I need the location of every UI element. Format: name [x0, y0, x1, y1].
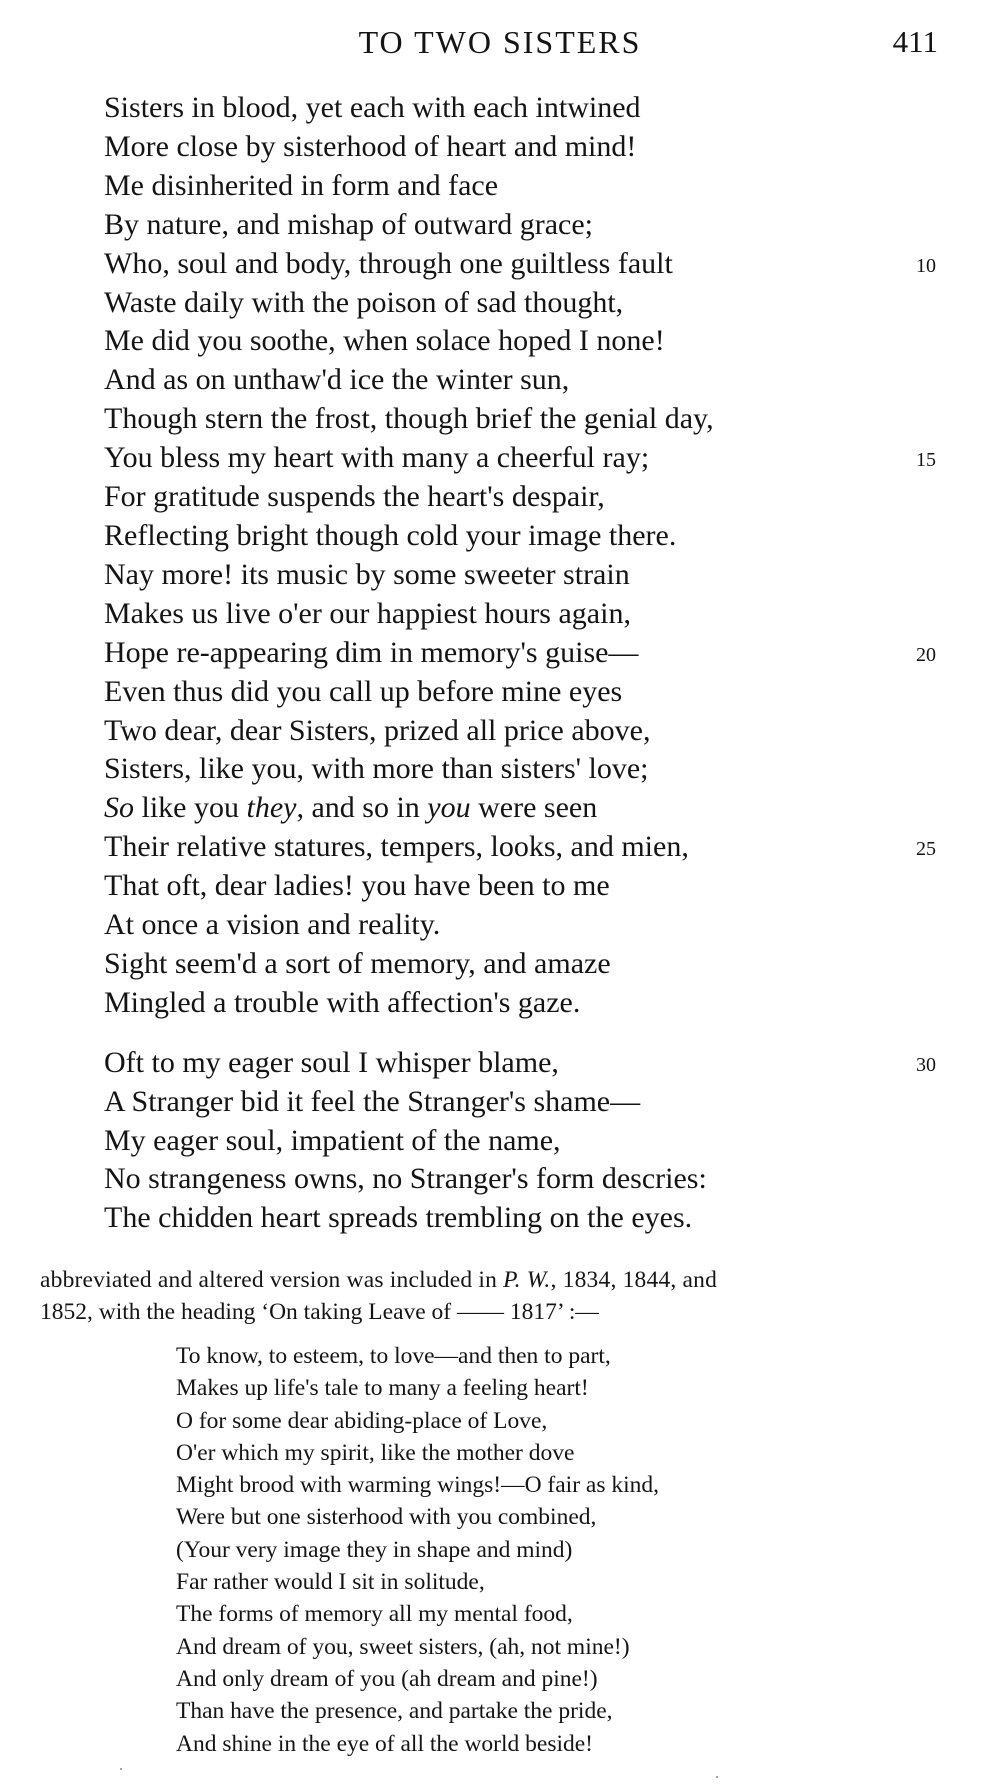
line-number: 20	[916, 643, 936, 666]
alt-verse-line: (Your very image they in shape and mind)	[176, 1536, 573, 1563]
line-number: 25	[916, 838, 936, 861]
alt-verse-line: O for some dear abiding-place of Love,	[176, 1407, 548, 1434]
line-text: Nay more! its music by some sweeter strain	[104, 557, 630, 591]
alt-verse-line: Might brood with warming wings!—O fair as kind,	[176, 1472, 660, 1499]
verse-line	[104, 789, 964, 828]
verse-line	[104, 1160, 964, 1199]
stanza	[104, 1044, 964, 1239]
line-text: And as on unthaw'd ice the winter sun,	[104, 363, 570, 397]
line-text: My eager soul, impatient of the name,	[104, 1123, 561, 1157]
line-text: Mingled a trouble with affection's gaze.	[104, 985, 581, 1019]
verse-line	[104, 750, 964, 789]
note-line	[40, 1296, 960, 1328]
stanza	[104, 89, 964, 1023]
line-text: Me did you soothe, when solace hoped I none!	[104, 324, 665, 358]
verse-line	[104, 673, 964, 712]
line-text: Hope re-appearing dim in memory's guise—	[104, 635, 639, 669]
line-text: Waste daily with the poison of sad thought,	[104, 285, 624, 319]
verse-line	[104, 478, 964, 517]
line-text: At once a vision and reality.	[104, 908, 441, 942]
verse-line	[104, 89, 964, 128]
verse-line	[104, 712, 964, 751]
line-text: Me disinherited in form and face	[104, 168, 499, 202]
line-text: No strangeness owns, no Stranger's form descries:	[104, 1162, 707, 1196]
line-text: A Stranger bid it feel the Stranger's shame—	[104, 1084, 641, 1118]
alt-verse-line: Makes up life's tale to many a feeling heart!	[176, 1375, 589, 1402]
verse-line	[104, 1122, 964, 1161]
print-speck	[120, 1768, 122, 1770]
line-text: More close by sisterhood of heart and mind!	[104, 129, 637, 163]
line-text: Two dear, dear Sisters, prized all price above,	[104, 713, 651, 747]
note-line	[40, 1264, 960, 1296]
line-text: The chidden heart spreads trembling on the eyes.	[104, 1201, 693, 1235]
line-text: You bless my heart with many a cheerful ray;	[104, 441, 650, 475]
line-text: Who, soul and body, through one guiltless fault	[104, 246, 673, 280]
verse-line	[104, 595, 964, 634]
verse-line	[104, 1044, 964, 1083]
verse-line	[104, 828, 964, 867]
line-text: , 1834, 1844, and	[550, 1267, 718, 1293]
line-text: By nature, and mishap of outward grace;	[104, 207, 594, 241]
alt-verse-line: Were but one sisterhood with you combined,	[176, 1504, 597, 1531]
verse-line	[104, 439, 964, 478]
line-text: Sisters, like you, with more than sisters' love;	[104, 752, 649, 786]
line-text: 1852, with the heading ‘On taking Leave of —— 1817’ :—	[40, 1299, 599, 1325]
page-number: 411	[892, 24, 938, 59]
verse-line	[104, 984, 964, 1023]
verse-line	[104, 1083, 964, 1122]
verse-line	[104, 906, 964, 945]
line-number: 30	[916, 1053, 936, 1076]
line-number: 15	[916, 449, 936, 472]
verse-line	[104, 867, 964, 906]
alt-verse-line: The forms of memory all my mental food,	[176, 1601, 573, 1628]
alt-verse-line: And shine in the eye of all the world beside!	[176, 1730, 594, 1757]
verse-line	[104, 361, 964, 400]
running-head: TO TWO SISTERS	[358, 24, 642, 60]
alt-verse-line: And only dream of you (ah dream and pine!)	[176, 1665, 598, 1692]
line-text: were seen	[470, 791, 598, 825]
line-text: Though stern the frost, though brief the genial day,	[104, 402, 714, 436]
line-text: For gratitude suspends the heart's despair,	[104, 480, 605, 514]
italic-text: P. W.	[503, 1267, 551, 1293]
verse-line	[104, 245, 964, 284]
verse-line	[104, 634, 964, 673]
line-text: Sisters in blood, yet each with each intwined	[104, 91, 641, 124]
alt-verse-line: And dream of you, sweet sisters, (ah, not mine!)	[176, 1633, 630, 1660]
line-text: , and so in	[296, 791, 428, 825]
verse-line	[104, 945, 964, 984]
editorial-note	[40, 1264, 960, 1328]
verse-line	[104, 517, 964, 556]
italic-text: So	[104, 791, 134, 825]
italic-text: they	[246, 791, 297, 825]
verse-line	[104, 322, 964, 361]
page-header	[0, 22, 1000, 62]
line-text: Sight seem'd a sort of memory, and amaze	[104, 946, 611, 980]
verse-line	[104, 400, 964, 439]
line-text: Even thus did you call up before mine eyes	[104, 674, 623, 708]
poem-body	[104, 89, 964, 1238]
verse-line	[104, 284, 964, 323]
verse-line	[104, 167, 964, 206]
verse-line	[104, 556, 964, 595]
verse-line	[104, 206, 964, 245]
line-number: 10	[916, 254, 936, 277]
line-text: Their relative statures, tempers, looks, and mien,	[104, 830, 689, 864]
line-text: Oft to my eager soul I whisper blame,	[104, 1045, 559, 1079]
line-text: Reflecting bright though cold your image there.	[104, 518, 677, 552]
alt-verse-line: Far rather would I sit in solitude,	[176, 1569, 485, 1596]
line-text: abbreviated and altered version was included in	[40, 1267, 504, 1293]
alt-verse-line: Than have the presence, and partake the pride,	[176, 1698, 613, 1725]
alt-verse-line: O'er which my spirit, like the mother dove	[176, 1439, 575, 1466]
line-text: like you	[134, 791, 247, 825]
italic-text: you	[427, 791, 471, 825]
verse-line	[104, 1199, 964, 1238]
line-text: Makes us live o'er our happiest hours again,	[104, 596, 631, 630]
alt-verse-line: To know, to esteem, to love—and then to part,	[176, 1343, 611, 1369]
verse-line	[104, 128, 964, 167]
line-text: That oft, dear ladies! you have been to me	[104, 869, 610, 903]
print-speck	[716, 1776, 718, 1778]
alternate-version	[176, 1340, 956, 1760]
